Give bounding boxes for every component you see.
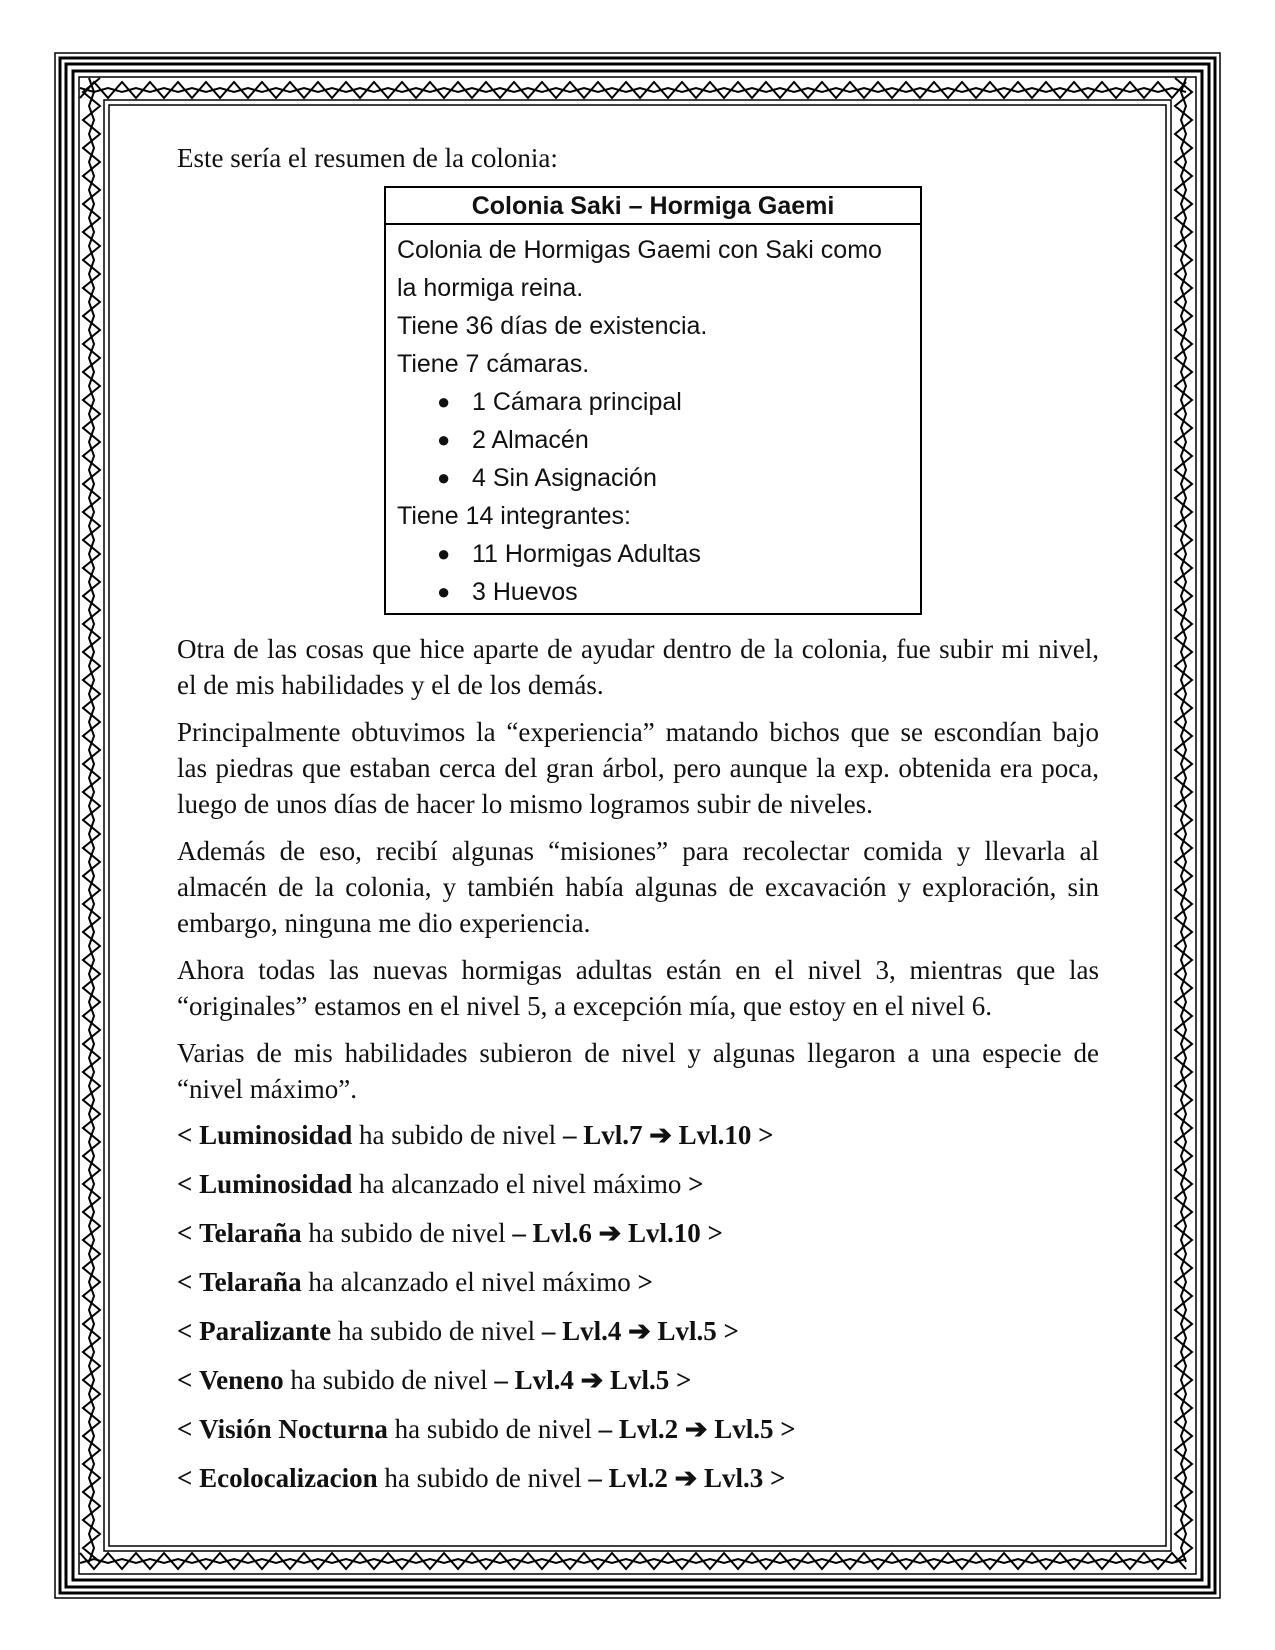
colony-table-body (386, 225, 920, 613)
paragraph: Ahora todas las nuevas hormigas adultas están en el nivel 3, mientras que las “originales” estamos en el nivel 5, a excepción mía, que estoy en el nivel 6. (177, 955, 1099, 1021)
paragraph: Varias de mis habilidades subieron de nivel y algunas llegaron a una especie de “nivel máximo”. (177, 1038, 1099, 1104)
skill-notification: < Ecolocalizacion ha subido de nivel – Lvl.2 ➔ Lvl.3 > (177, 1463, 786, 1493)
skill-notification: < Paralizante ha subido de nivel – Lvl.4 ➔ Lvl.5 > (177, 1316, 739, 1346)
list-item: ● 11 Hormigas Adultas (472, 535, 912, 573)
arrow-icon: ➔ (580, 1365, 604, 1395)
bullet-icon: ● (437, 579, 451, 604)
bullet-icon: ● (437, 541, 451, 566)
members-list (397, 535, 912, 611)
arrow-icon: ➔ (628, 1316, 651, 1346)
skill-notification: < Veneno ha subido de nivel – Lvl.4 ➔ Lvl.5 > (177, 1365, 692, 1395)
colony-summary-table (384, 186, 922, 615)
arrow-icon: ➔ (649, 1120, 672, 1150)
arrow-icon: ➔ (674, 1463, 698, 1493)
skill-notification: < Telaraña ha alcanzado el nivel máximo > (177, 1267, 653, 1297)
bullet-icon: ● (437, 427, 451, 452)
paragraph: Principalmente obtuvimos la “experiencia” matando bichos que se escondían bajo las piedras que estaban cerca del gran árbol, pero aunque la exp. obtenida era poca, luego de unos días de hacer lo mismo logramos subir de niveles. (177, 717, 1099, 819)
list-item: ● 4 Sin Asignación (472, 459, 912, 497)
skill-notifications (177, 1118, 1099, 1495)
list-item: ● 3 Huevos (472, 573, 912, 611)
table-line: Colonia de Hormigas Gaemi con Saki como (397, 236, 882, 264)
bullet-icon: ● (437, 465, 451, 490)
chambers-list (397, 383, 912, 497)
intro-text: Este sería el resumen de la colonia: (177, 143, 558, 173)
colony-table-title: Colonia Saki – Hormiga Gaemi (386, 188, 920, 225)
bullet-icon: ● (437, 389, 451, 414)
skill-notification: < Visión Nocturna ha subido de nivel – Lvl.2 ➔ Lvl.5 > (177, 1414, 796, 1444)
skill-notification: < Telaraña ha subido de nivel – Lvl.6 ➔ Lvl.10 > (177, 1218, 723, 1248)
list-item: ● 2 Almacén (472, 421, 912, 459)
paragraph: Además de eso, recibí algunas “misiones” para recolectar comida y llevarla al almacén de la colonia, y también había algunas de excavación y exploración, sin embargo, ninguna me dio experiencia. (177, 836, 1099, 938)
table-line: Tiene 7 cámaras. (397, 350, 590, 378)
arrow-icon: ➔ (684, 1414, 708, 1444)
skill-notification: < Luminosidad ha subido de nivel – Lvl.7 ➔ Lvl.10 > (177, 1120, 774, 1150)
table-line: la hormiga reina. (397, 274, 584, 302)
table-line: Tiene 36 días de existencia. (397, 312, 708, 340)
paragraph: Otra de las cosas que hice aparte de ayudar dentro de la colonia, fue subir mi nivel, el de mis habilidades y el de los demás. (177, 634, 1099, 700)
list-item: ● 1 Cámara principal (472, 383, 912, 421)
table-line: Tiene 14 integrantes: (397, 502, 631, 530)
skill-notification: < Luminosidad ha alcanzado el nivel máximo > (177, 1169, 704, 1199)
page-content (177, 140, 1099, 1510)
arrow-icon: ➔ (598, 1218, 622, 1248)
